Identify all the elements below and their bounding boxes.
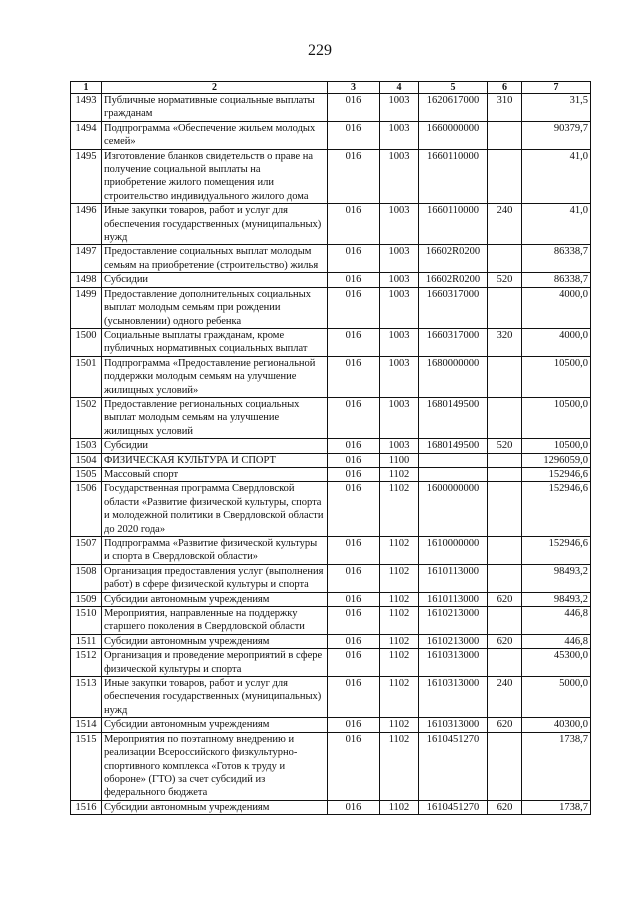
ministry-code-cell: 016 xyxy=(328,356,380,397)
row-number-cell: 1514 xyxy=(71,718,102,732)
expense-type-code-cell: 520 xyxy=(488,439,522,453)
amount-cell: 90379,7 xyxy=(522,121,591,149)
item-name-cell: Предоставление социальных выплат молодым семьям на приобретение (строительство) жилья xyxy=(102,245,328,273)
section-code-cell: 1003 xyxy=(380,287,419,328)
table-row xyxy=(71,204,591,245)
amount-cell: 5000,0 xyxy=(522,677,591,718)
table-row xyxy=(71,564,591,592)
amount-cell: 40300,0 xyxy=(522,718,591,732)
amount-cell: 98493,2 xyxy=(522,592,591,606)
row-number-cell: 1513 xyxy=(71,677,102,718)
table-row xyxy=(71,273,591,287)
amount-cell: 41,0 xyxy=(522,204,591,245)
amount-cell: 98493,2 xyxy=(522,564,591,592)
amount-cell: 1738,7 xyxy=(522,732,591,800)
ministry-code-cell: 016 xyxy=(328,607,380,635)
item-name-cell: Публичные нормативные социальные выплаты гражданам xyxy=(102,94,328,122)
item-name-cell: Государственная программа Свердловской области «Развитие физической культуры, спорта и молодежной политики в Свердловской области до 2020 года» xyxy=(102,482,328,537)
amount-cell: 31,5 xyxy=(522,94,591,122)
row-number-cell: 1516 xyxy=(71,800,102,814)
table-row xyxy=(71,287,591,328)
expense-type-code-cell xyxy=(488,149,522,204)
table-row xyxy=(71,453,591,467)
row-number-cell: 1502 xyxy=(71,397,102,438)
item-name-cell: Субсидии xyxy=(102,273,328,287)
expense-type-code-cell xyxy=(488,453,522,467)
expense-type-code-cell: 520 xyxy=(488,273,522,287)
expense-type-code-cell xyxy=(488,732,522,800)
table-row xyxy=(71,607,591,635)
item-name-cell: Предоставление дополнительных социальных выплат молодым семьям при рождении (усыновлении) одного ребенка xyxy=(102,287,328,328)
amount-cell: 446,8 xyxy=(522,634,591,648)
section-code-cell: 1102 xyxy=(380,564,419,592)
item-name-cell: Подпрограмма «Развитие физической культуры и спорта в Свердловской области» xyxy=(102,537,328,565)
expense-type-code-cell xyxy=(488,649,522,677)
expense-type-code-cell: 620 xyxy=(488,592,522,606)
expense-type-code-cell: 620 xyxy=(488,718,522,732)
row-number-cell: 1500 xyxy=(71,328,102,356)
ministry-code-cell: 016 xyxy=(328,287,380,328)
row-number-cell: 1509 xyxy=(71,592,102,606)
row-number-cell: 1508 xyxy=(71,564,102,592)
row-number-cell: 1493 xyxy=(71,94,102,122)
table-row xyxy=(71,467,591,481)
target-item-code-cell: 1660317000 xyxy=(419,328,488,356)
table-row xyxy=(71,677,591,718)
section-code-cell: 1102 xyxy=(380,607,419,635)
target-item-code-cell: 1600000000 xyxy=(419,482,488,537)
item-name-cell: ФИЗИЧЕСКАЯ КУЛЬТУРА И СПОРТ xyxy=(102,453,328,467)
ministry-code-cell: 016 xyxy=(328,467,380,481)
table-row xyxy=(71,732,591,800)
ministry-code-cell: 016 xyxy=(328,453,380,467)
section-code-cell: 1102 xyxy=(380,649,419,677)
target-item-code-cell: 1660110000 xyxy=(419,204,488,245)
column-header: 7 xyxy=(522,82,591,94)
expense-type-code-cell xyxy=(488,245,522,273)
section-code-cell: 1003 xyxy=(380,121,419,149)
expense-type-code-cell: 310 xyxy=(488,94,522,122)
section-code-cell: 1003 xyxy=(380,397,419,438)
target-item-code-cell: 1610313000 xyxy=(419,718,488,732)
row-number-cell: 1506 xyxy=(71,482,102,537)
ministry-code-cell: 016 xyxy=(328,718,380,732)
amount-cell: 10500,0 xyxy=(522,397,591,438)
row-number-cell: 1510 xyxy=(71,607,102,635)
item-name-cell: Субсидии автономным учреждениям xyxy=(102,718,328,732)
table-row xyxy=(71,537,591,565)
table-row xyxy=(71,356,591,397)
item-name-cell: Организация предоставления услуг (выполнения работ) в сфере физической культуры и спорта xyxy=(102,564,328,592)
column-header: 5 xyxy=(419,82,488,94)
target-item-code-cell: 1680000000 xyxy=(419,356,488,397)
amount-cell: 1296059,0 xyxy=(522,453,591,467)
column-header: 4 xyxy=(380,82,419,94)
target-item-code-cell: 1660000000 xyxy=(419,121,488,149)
section-code-cell: 1102 xyxy=(380,467,419,481)
section-code-cell: 1003 xyxy=(380,245,419,273)
ministry-code-cell: 016 xyxy=(328,564,380,592)
ministry-code-cell: 016 xyxy=(328,273,380,287)
ministry-code-cell: 016 xyxy=(328,592,380,606)
amount-cell: 4000,0 xyxy=(522,287,591,328)
table-row xyxy=(71,634,591,648)
section-code-cell: 1102 xyxy=(380,537,419,565)
ministry-code-cell: 016 xyxy=(328,245,380,273)
ministry-code-cell: 016 xyxy=(328,204,380,245)
table-row xyxy=(71,149,591,204)
amount-cell: 446,8 xyxy=(522,607,591,635)
section-code-cell: 1003 xyxy=(380,356,419,397)
table-header-row xyxy=(71,82,591,94)
table-row xyxy=(71,439,591,453)
item-name-cell: Мероприятия, направленные на поддержку старшего поколения в Свердловской области xyxy=(102,607,328,635)
row-number-cell: 1495 xyxy=(71,149,102,204)
table-row xyxy=(71,800,591,814)
section-code-cell: 1102 xyxy=(380,718,419,732)
item-name-cell: Организация и проведение мероприятий в сфере физической культуры и спорта xyxy=(102,649,328,677)
amount-cell: 152946,6 xyxy=(522,537,591,565)
ministry-code-cell: 016 xyxy=(328,94,380,122)
target-item-code-cell: 1610113000 xyxy=(419,592,488,606)
page-number: 229 xyxy=(308,42,332,59)
expense-type-code-cell: 620 xyxy=(488,800,522,814)
table-row xyxy=(71,397,591,438)
section-code-cell: 1003 xyxy=(380,439,419,453)
expense-type-code-cell: 240 xyxy=(488,677,522,718)
expense-type-code-cell xyxy=(488,356,522,397)
row-number-cell: 1512 xyxy=(71,649,102,677)
target-item-code-cell: 1680149500 xyxy=(419,397,488,438)
target-item-code-cell: 1660317000 xyxy=(419,287,488,328)
item-name-cell: Предоставление региональных социальных выплат молодым семьям на улучшение жилищных условий xyxy=(102,397,328,438)
ministry-code-cell: 016 xyxy=(328,537,380,565)
expense-type-code-cell xyxy=(488,482,522,537)
expense-type-code-cell xyxy=(488,537,522,565)
ministry-code-cell: 016 xyxy=(328,800,380,814)
section-code-cell: 1102 xyxy=(380,732,419,800)
row-number-cell: 1499 xyxy=(71,287,102,328)
target-item-code-cell: 1620617000 xyxy=(419,94,488,122)
amount-cell: 10500,0 xyxy=(522,439,591,453)
budget-table xyxy=(70,81,591,815)
row-number-cell: 1503 xyxy=(71,439,102,453)
table-row xyxy=(71,482,591,537)
amount-cell: 1738,7 xyxy=(522,800,591,814)
table-row xyxy=(71,328,591,356)
target-item-code-cell: 1610113000 xyxy=(419,564,488,592)
target-item-code-cell: 1610313000 xyxy=(419,649,488,677)
expense-type-code-cell xyxy=(488,467,522,481)
target-item-code-cell: 1610213000 xyxy=(419,634,488,648)
section-code-cell: 1102 xyxy=(380,634,419,648)
row-number-cell: 1498 xyxy=(71,273,102,287)
section-code-cell: 1003 xyxy=(380,273,419,287)
target-item-code-cell xyxy=(419,453,488,467)
expense-type-code-cell: 620 xyxy=(488,634,522,648)
item-name-cell: Субсидии автономным учреждениям xyxy=(102,634,328,648)
amount-cell: 86338,7 xyxy=(522,245,591,273)
table-row xyxy=(71,94,591,122)
ministry-code-cell: 016 xyxy=(328,677,380,718)
table-row xyxy=(71,592,591,606)
ministry-code-cell: 016 xyxy=(328,439,380,453)
item-name-cell: Массовый спорт xyxy=(102,467,328,481)
amount-cell: 86338,7 xyxy=(522,273,591,287)
ministry-code-cell: 016 xyxy=(328,634,380,648)
row-number-cell: 1511 xyxy=(71,634,102,648)
section-code-cell: 1102 xyxy=(380,482,419,537)
expense-type-code-cell xyxy=(488,564,522,592)
target-item-code-cell: 16602R0200 xyxy=(419,273,488,287)
table-body xyxy=(71,94,591,815)
item-name-cell: Изготовление бланков свидетельств о праве на получение социальной выплаты на приобретение жилого помещения или строительство индивидуального жилого дома xyxy=(102,149,328,204)
section-code-cell: 1102 xyxy=(380,800,419,814)
target-item-code-cell: 1680149500 xyxy=(419,439,488,453)
item-name-cell: Подпрограмма «Предоставление региональной поддержки молодым семьям на улучшение жилищных условий» xyxy=(102,356,328,397)
target-item-code-cell: 1610000000 xyxy=(419,537,488,565)
table-row xyxy=(71,718,591,732)
target-item-code-cell: 1660110000 xyxy=(419,149,488,204)
section-code-cell: 1003 xyxy=(380,149,419,204)
item-name-cell: Субсидии автономным учреждениям xyxy=(102,592,328,606)
column-header: 6 xyxy=(488,82,522,94)
target-item-code-cell: 1610451270 xyxy=(419,732,488,800)
item-name-cell: Иные закупки товаров, работ и услуг для обеспечения государственных (муниципальных) нужд xyxy=(102,677,328,718)
amount-cell: 10500,0 xyxy=(522,356,591,397)
section-code-cell: 1003 xyxy=(380,94,419,122)
row-number-cell: 1515 xyxy=(71,732,102,800)
amount-cell: 45300,0 xyxy=(522,649,591,677)
ministry-code-cell: 016 xyxy=(328,121,380,149)
target-item-code-cell xyxy=(419,467,488,481)
row-number-cell: 1501 xyxy=(71,356,102,397)
table-row xyxy=(71,649,591,677)
item-name-cell: Иные закупки товаров, работ и услуг для обеспечения государственных (муниципальных) нужд xyxy=(102,204,328,245)
section-code-cell: 1102 xyxy=(380,677,419,718)
section-code-cell: 1100 xyxy=(380,453,419,467)
column-header: 2 xyxy=(102,82,328,94)
expense-type-code-cell xyxy=(488,397,522,438)
item-name-cell: Субсидии автономным учреждениям xyxy=(102,800,328,814)
ministry-code-cell: 016 xyxy=(328,149,380,204)
expense-type-code-cell: 240 xyxy=(488,204,522,245)
item-name-cell: Социальные выплаты гражданам, кроме публичных нормативных социальных выплат xyxy=(102,328,328,356)
ministry-code-cell: 016 xyxy=(328,649,380,677)
item-name-cell: Мероприятия по поэтапному внедрению и реализации Всероссийского физкультурно-спортивного комплекса «Готов к труду и обороне» (ГТО) за счет субсидий из федерального бюджета xyxy=(102,732,328,800)
table-row xyxy=(71,121,591,149)
expense-type-code-cell xyxy=(488,607,522,635)
amount-cell: 4000,0 xyxy=(522,328,591,356)
row-number-cell: 1505 xyxy=(71,467,102,481)
row-number-cell: 1496 xyxy=(71,204,102,245)
target-item-code-cell: 1610451270 xyxy=(419,800,488,814)
section-code-cell: 1102 xyxy=(380,592,419,606)
amount-cell: 41,0 xyxy=(522,149,591,204)
column-header: 1 xyxy=(71,82,102,94)
section-code-cell: 1003 xyxy=(380,204,419,245)
target-item-code-cell: 1610313000 xyxy=(419,677,488,718)
expense-type-code-cell: 320 xyxy=(488,328,522,356)
column-header: 3 xyxy=(328,82,380,94)
table-row xyxy=(71,245,591,273)
ministry-code-cell: 016 xyxy=(328,397,380,438)
amount-cell: 152946,6 xyxy=(522,467,591,481)
amount-cell: 152946,6 xyxy=(522,482,591,537)
target-item-code-cell: 1610213000 xyxy=(419,607,488,635)
row-number-cell: 1507 xyxy=(71,537,102,565)
expense-type-code-cell xyxy=(488,287,522,328)
row-number-cell: 1497 xyxy=(71,245,102,273)
item-name-cell: Субсидии xyxy=(102,439,328,453)
row-number-cell: 1494 xyxy=(71,121,102,149)
ministry-code-cell: 016 xyxy=(328,732,380,800)
section-code-cell: 1003 xyxy=(380,328,419,356)
ministry-code-cell: 016 xyxy=(328,328,380,356)
ministry-code-cell: 016 xyxy=(328,482,380,537)
row-number-cell: 1504 xyxy=(71,453,102,467)
item-name-cell: Подпрограмма «Обеспечение жильем молодых семей» xyxy=(102,121,328,149)
expense-type-code-cell xyxy=(488,121,522,149)
target-item-code-cell: 16602R0200 xyxy=(419,245,488,273)
